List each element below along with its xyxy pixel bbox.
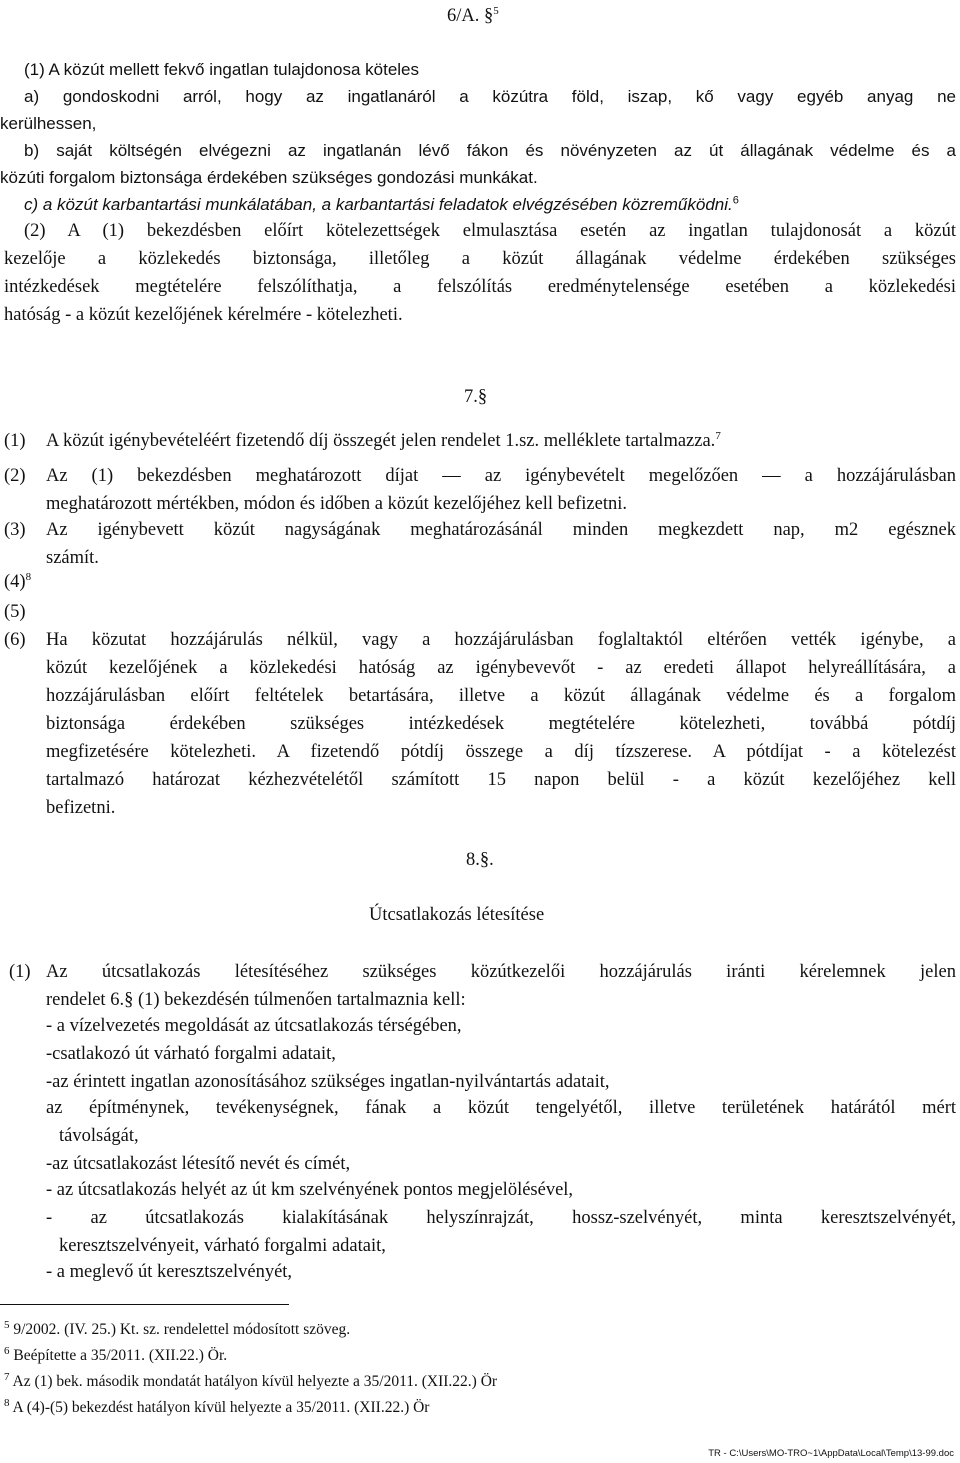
para-number: (3) — [4, 520, 26, 540]
footnote-ref-5: 5 — [493, 4, 499, 17]
para-number: (2) — [4, 466, 26, 486]
sec8-list-item: -az érintett ingatlan azonosításához szükséges ingatlan-nyilvántartás adatait, — [46, 1072, 610, 1092]
sec7-p6-line: befizetni. — [46, 798, 116, 818]
footnote — [4, 1372, 497, 1392]
sec7-p3-line: számít. — [46, 548, 99, 568]
sec8-list-item: - a vízelvezetés megoldását az útcsatlakozás térségében, — [46, 1016, 462, 1036]
sec6a-c-text: c) a közút karbantartási munkálatában, a karbantartási feladatok elvégzésében közreműködni. — [24, 195, 733, 214]
sec8-list-item: - az útcsatlakozás helyét az út km szelvényének pontos megjelölésével, — [46, 1180, 574, 1200]
sec6a-line: b) saját költségén elvégezni az ingatlanán lévő fákon és növényzeten az út állagának védelme és a — [24, 141, 956, 160]
footnote-text: Beépítette a 35/2011. (XII.22.) Ör. — [13, 1347, 228, 1364]
sec6a-line: (2) A (1) bekezdésben előírt kötelezettségek elmulasztása esetén az ingatlan tulajdonosát a közút — [24, 221, 956, 241]
footnote-text: A (4)-(5) bekezdést hatályon kívül helyezte a 35/2011. (XII.22.) Ör — [12, 1399, 430, 1416]
footnote-text: Az (1) bek. második mondatát hatályon kívül helyezte a 35/2011. (XII.22.) Ör — [12, 1373, 498, 1390]
sec8-list-item: - a meglevő út keresztszelvényét, — [46, 1262, 293, 1282]
sec8-list-item: -csatlakozó út várható forgalmi adatait, — [46, 1044, 336, 1064]
sec7-p6-line: megfizetésére kötelezheti. A fizetendő pótdíj összege a díj tízszerese. A pótdíjat - a kötelezést — [46, 742, 956, 762]
footnote-separator — [0, 1304, 289, 1305]
footnote — [4, 1320, 350, 1340]
sec7-p6-line: Ha közutat hozzájárulás nélkül, vagy a hozzájárulásban foglaltaktól eltérően vették igénybe, a — [46, 630, 956, 650]
sec8-list-item: az építménynek, tevékenységnek, fának a közút tengelyétől, illetve területének határától mért — [46, 1098, 956, 1118]
sec7-p3-line: Az igénybevett közút nagyságának meghatározásánál minden megkezdett nap, m2 egésznek — [46, 520, 956, 540]
section-6a-label: 6/A. § — [447, 6, 494, 26]
sec6a-line: (1) A közút mellett fekvő ingatlan tulajdonosa köteles — [24, 60, 420, 79]
sec7-p6-line: biztonsága érdekében szükséges intézkedések megtételére kötelezheti, továbbá pótdíj — [46, 714, 956, 734]
para-number: (5) — [4, 602, 26, 622]
section-heading-6a — [447, 2, 499, 30]
sec7-p1-text: A közút igénybevételéért fizetendő díj összegét jelen rendelet 1.sz. melléklete tartalmazza. — [46, 431, 716, 451]
para-4-label: (4) — [4, 572, 26, 592]
para-number: (1) — [4, 431, 26, 451]
sec8-list-item-cont: távolságát, — [59, 1126, 139, 1146]
sec7-p6-line: hozzájárulásban előírt feltételek betartására, illetve a közút állagának védelme és a forgalom — [46, 686, 956, 706]
sec6a-line: hatóság - a közút kezelőjének kérelmére - kötelezheti. — [4, 305, 403, 325]
sec7-p6-line: tartalmazó határozat kézhezvételétől számított 15 napon belül - a közút kezelőjéhez kell — [46, 770, 956, 790]
section-heading-7: 7.§ — [464, 387, 488, 407]
section-8-title: Útcsatlakozás létesítése — [369, 905, 545, 925]
sec8-list-item-cont: keresztszelvényeit, várható forgalmi adatait, — [59, 1236, 386, 1256]
section-heading-8: 8.§. — [466, 850, 494, 870]
footnote — [4, 1398, 429, 1418]
sec6a-line: kerülhessen, — [0, 114, 97, 133]
footnote-text: 9/2002. (IV. 25.) Kt. sz. rendelettel módosított szöveg. — [13, 1321, 351, 1338]
para-number: (1) — [9, 962, 31, 982]
sec6a-line: intézkedések megtételére felszólíthatja, a felszólítás eredménytelensége esetében a közlekedési — [4, 277, 956, 297]
para-number-4 — [4, 568, 31, 596]
sec6a-line: közúti forgalom biztonsága érdekében szükséges gondozási munkákat. — [0, 168, 538, 187]
file-path-footer: TR - C:\Users\MO-TRO~1\AppData\Local\Temp\13-99.doc — [708, 1448, 954, 1459]
sec7-p2-line: Az (1) bekezdésben meghatározott díjat — az igénybevételt megelőzően — a hozzájárulásban — [46, 466, 956, 486]
sec7-p6-line: közút kezelőjének a közlekedési hatóság az igénybevevőt - az eredeti állapot helyreállítására, a — [46, 658, 956, 678]
para-number: (6) — [4, 630, 26, 650]
sec8-line: rendelet 6.§ (1) bekezdésén túlmenően tartalmaznia kell: — [46, 990, 466, 1010]
sec6a-line-italic — [24, 191, 739, 218]
sec6a-line: a) gondoskodni arról, hogy az ingatlanáról a közútra föld, iszap, kő vagy egyéb anyag ne — [24, 87, 956, 106]
sec8-list-item: - az útcsatlakozás kialakításának helyszínrajzát, hossz-szelvényét, minta keresztszelvényét, — [46, 1208, 956, 1228]
sec6a-line: kezelője a közlekedés biztonsága, illetőleg a közút állagának védelme érdekében szükséges — [4, 249, 956, 269]
sec8-line: Az útcsatlakozás létesítéséhez szükséges közútkezelői hozzájárulás iránti kérelemnek jelen — [46, 962, 956, 982]
footnote-number: 6 — [4, 1344, 10, 1357]
footnote — [4, 1346, 227, 1366]
footnote-number: 7 — [4, 1370, 10, 1383]
footnote-ref-7: 7 — [715, 429, 721, 442]
footnote-ref-6: 6 — [732, 194, 739, 207]
footnote-ref-8: 8 — [25, 570, 32, 583]
sec7-p1 — [46, 427, 721, 455]
footnote-number: 8 — [4, 1396, 10, 1409]
sec8-list-item: -az útcsatlakozást létesítő nevét és címét, — [46, 1154, 351, 1174]
footnote-number: 5 — [4, 1318, 10, 1331]
sec7-p2-line: meghatározott mértékben, módon és időben a közút kezelőjéhez kell befizetni. — [46, 494, 627, 514]
